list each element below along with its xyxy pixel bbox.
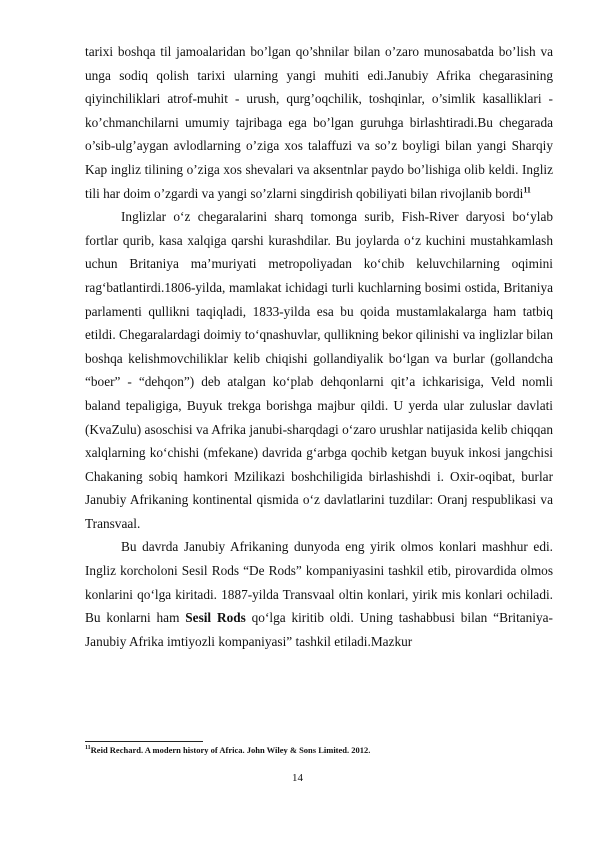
paragraph-2-text: Inglizlar o‘z chegaralarini sharq tomonga surib, Fish-River daryosi bo‘ylab fortlar qurib, kasa xalqiga qarshi kurashdilar. Bu joylarda o‘z kuchini mustahkamlash uchun Britaniya ma’muriyati metropoliyadan ko‘chib keluvchilarning oqimini rag‘batlantirdi.1806-yilda, mamlakat ichidagi turli kuchlarning bosimi ostida, Britaniya parlamenti qullikni taqiqladi, 1833-yilda esa bu qoida mustamlakalarga ham tatbiq etildi. Chegaralardagi doimiy to‘qnashuvlar, qullikning bekor qilinishi va inglizlar bilan boshqa kelishmovchiliklar kelib chiqishi gollandiyalik bo‘lgan va burlar (gollandcha “boer” - “dehqon”) deb atalgan ko‘plab dehqonlarni qit’a ichkarisiga, Veld nomli baland tepaligiga, Buyuk trekga borishga majbur qildi. U yerda ular zuluslar davlati (KvaZulu) asoschisi va Afrika janubi-sharqdagi o‘zaro urushlar natijasida kelib chiqqan xalqlarning ko‘chishi (mfekane) davrida g‘arbga qochib ketgan buyuk inkosi jangchisi Chakaning sobiq hamkori Mzilikazi boshchiligida birlashishdi i. Oxir-oqibat, burlar Janubiy Afrikaning kontinental qismida o‘z davlatlarini tuzdilar: Oranj respublikasi va Transvaal. (85, 209, 553, 531)
paragraph-3-bold-name: Sesil Rods (185, 610, 246, 626)
paragraph-3-text-end: qo‘lga kiritib oldi. Uning tashabbusi bilan “Britaniya-Janubiy Afrika imtiyozli kompaniyasi” tashkil etiladi.Mazkur (85, 610, 553, 649)
paragraph-2 (85, 205, 553, 535)
page-body (85, 40, 553, 653)
footnote (85, 745, 553, 756)
paragraph-1 (85, 40, 553, 205)
paragraph-3-text-start: Bu davrda Janubiy Afrikaning dunyoda eng yirik olmos konlari mashhur edi. Ingliz korcholoni Sesil Rods “De Rods” kompaniyasini tashkil etib, pirovardida olmos konlarini qo‘lga kiritadi. 1887-yilda Transvaal oltin konlari, yirik mis konlari ochiladi. Bu konlarni ham (85, 539, 553, 626)
footnote-divider (85, 741, 203, 742)
page-number: 14 (292, 772, 303, 784)
footnote-text: Reid Rechard. A modern history of Africa. John Wiley & Sons Limited. 2012. (90, 745, 371, 755)
paragraph-1-text: tarixi boshqa til jamoalaridan bo’lgan qo’shnilar bilan o’zaro munosabatda bo’lish va unga sodiq qolish tarixi ularning yangi muhiti edi.Janubiy Afrika chegarasining qiyinchiliklari atrof-muhit - urush, qurg’oqchilik, toshqinlar, o’simlik kasalliklari - ko’chmanchilarni umumiy tajribaga ega bo’lgan guruhga birlashtiradi.Bu chegarada o’sib-ulg’aygan avlodlarning o’ziga xos talaffuzi va so’z boyligi bilan yangi Sharqiy Kap ingliz tilining o’ziga xos shevalari va aksentnlar paydo bo’lishiga olib keldi. Ingliz tili har doim o’zgardi va yangi so’zlarni singdirish qobiliyati bilan rivojlanib bordi (85, 44, 553, 201)
footnote-reference[interactable]: 11 (523, 185, 531, 195)
footnote-number: 11 (85, 745, 91, 752)
paragraph-3 (85, 535, 553, 653)
